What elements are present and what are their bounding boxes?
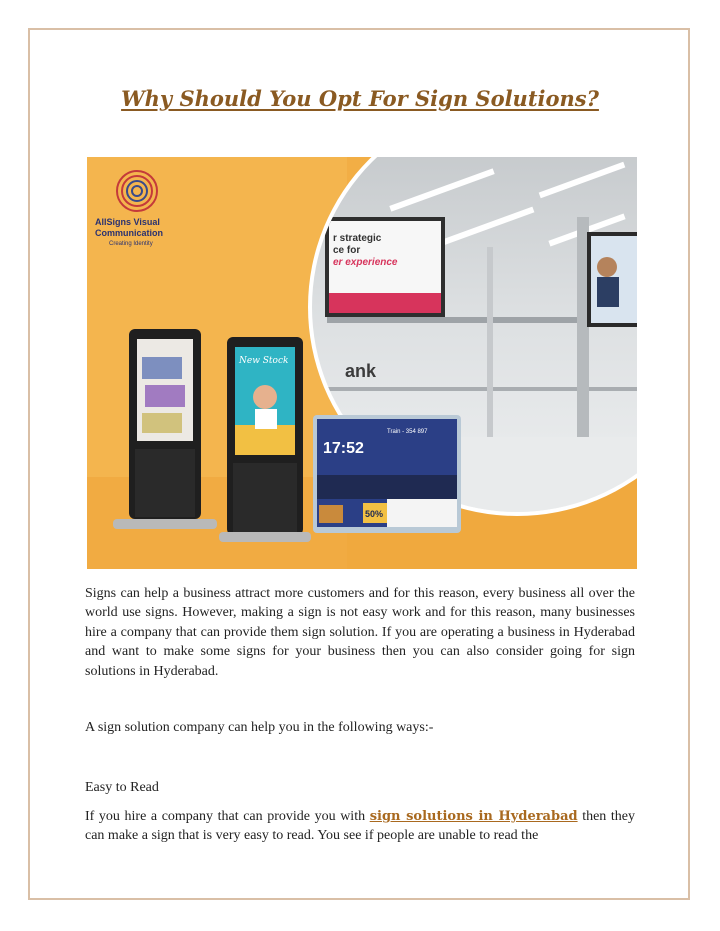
display-train: Train - 354 897 (387, 429, 428, 435)
paragraph-easy-read-end: then they can make a sign that is very easy to read. You see if people are unable to read the (85, 809, 635, 844)
hero-image (87, 157, 637, 569)
logo-tagline: Creating Identity (109, 241, 153, 247)
display-badge: 50% (365, 509, 384, 519)
kiosk-2 (219, 337, 311, 542)
wall-screen-text3: er experience (333, 257, 398, 268)
wall-screen-text2: ce for (333, 245, 361, 256)
display-time: 17:52 (323, 440, 364, 457)
logo-line1: AllSigns Visual (95, 217, 160, 227)
paragraph-easy-read (85, 807, 635, 846)
page-title: Why Should You Opt For Sign Solutions? (121, 86, 599, 111)
kiosk-2-text: New Stock (239, 356, 289, 366)
sign-solutions-link[interactable]: sign solutions in Hyderabad (369, 809, 578, 824)
heading-easy-to-read: Easy to Read (85, 780, 159, 795)
bank-sign: ank (345, 361, 377, 381)
paragraph-easy-read-start: If you hire a company that can provide you with (85, 809, 370, 824)
paragraph-intro: Signs can help a business attract more customers and for this reason, every business all over the world use signs. However, making a sign is not easy work and for this reason, many businesses hire a company that can provide them sign solution. If you are operating a business in Hyderabad and want to make some signs for your business then you can also consider going for sign solutions in Hyderabad. (85, 586, 635, 679)
logo-line2: Communication (95, 228, 164, 238)
paragraph-ways: A sign solution company can help you in the following ways:- (85, 720, 434, 735)
wall-screen-text1: r strategic (333, 233, 382, 244)
